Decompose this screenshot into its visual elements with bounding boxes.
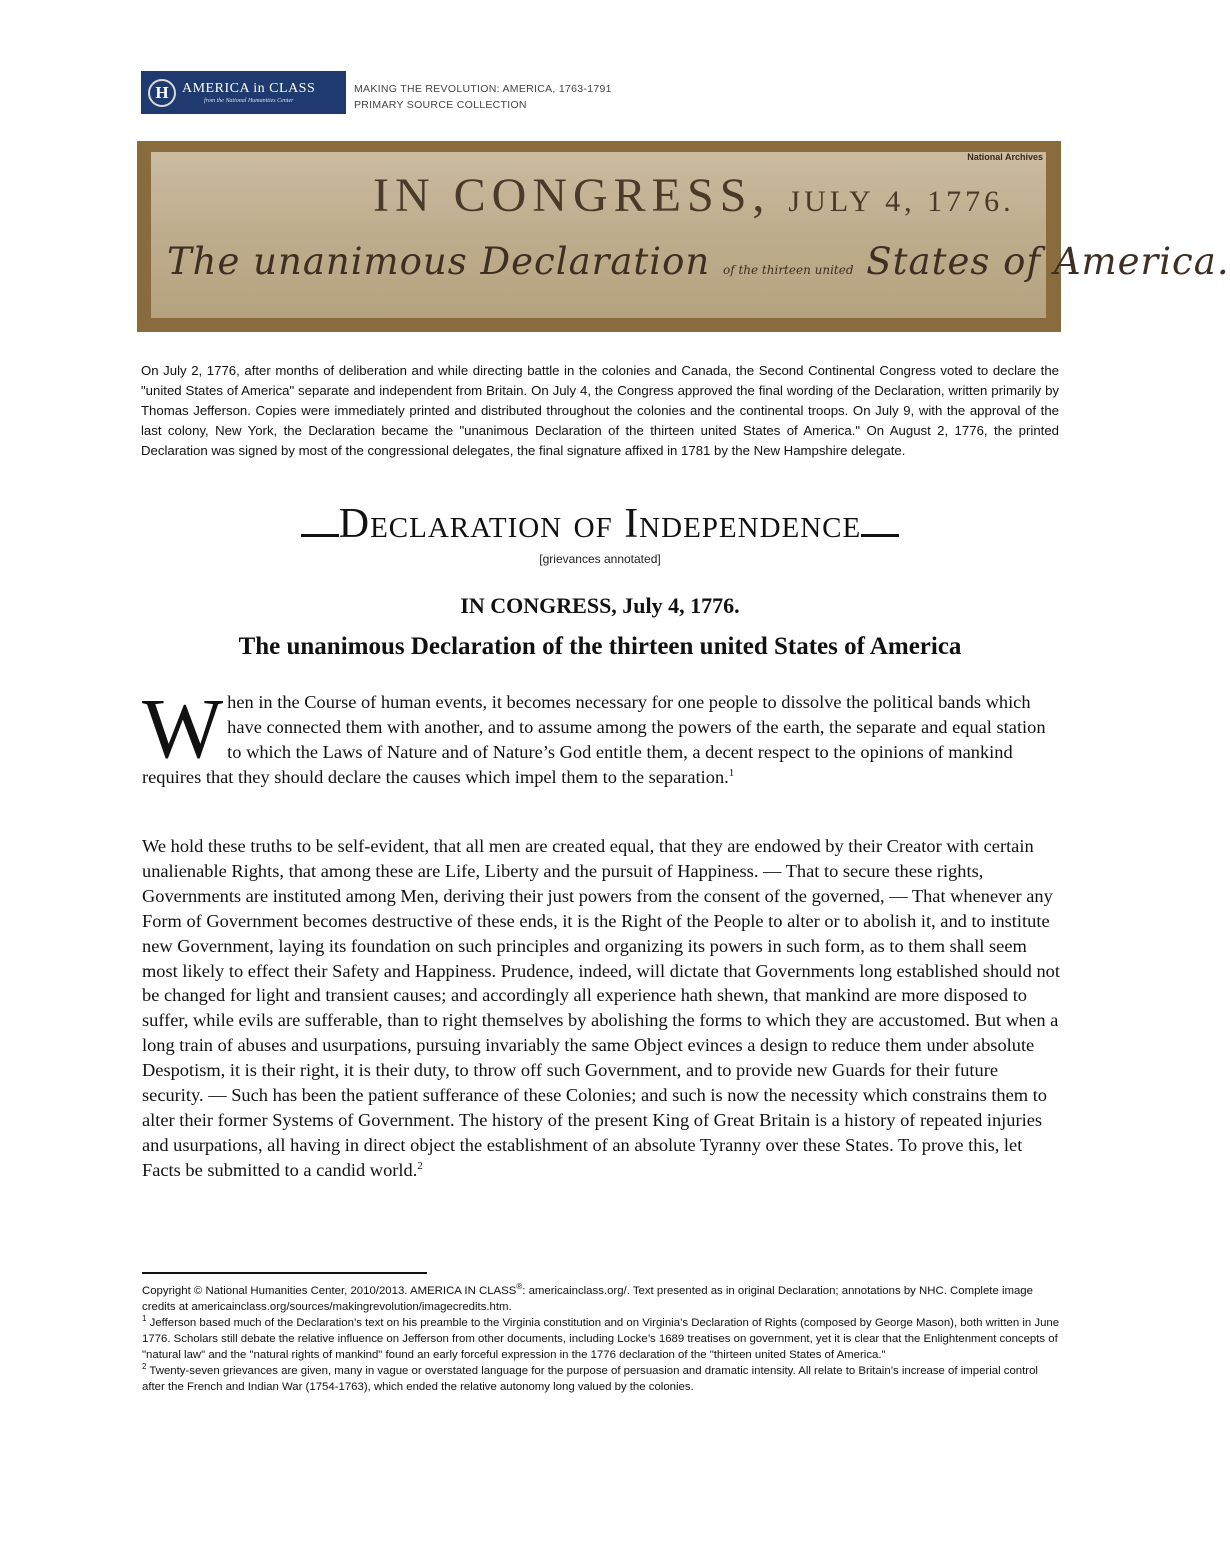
logo-subtitle: from the National Humanities Center xyxy=(204,98,294,104)
title-rule-left xyxy=(301,528,339,537)
banner-subheadline: The unanimous Declaration of the thirteen united States of America. xyxy=(167,240,1230,283)
america-in-class-logo xyxy=(141,71,346,114)
preamble-paragraph: When in the Course of human events, it becomes necessary for one people to dissolve the political bands which have connected them with another, and to assume among the powers of the earth, the separate and equal station to which the Laws of Nature and of Nature’s God entitle them, a decent respect to the opinions of mankind requires that they should declare the causes which impel them to the separation.$^1$ xyxy=(142,680,1046,787)
footnote-ref-2[interactable]: 2 xyxy=(417,1159,423,1172)
page-title: Declaration of Independence xyxy=(0,500,1200,548)
collection-header xyxy=(354,81,612,113)
subtitle-note: [grievances annotated] xyxy=(539,552,661,566)
congress-heading: IN CONGRESS, July 4, 1776. xyxy=(460,593,740,618)
drop-cap: W xyxy=(142,680,224,776)
banner-headline: IN CONGRESS, JULY 4, 1776. xyxy=(373,169,1015,222)
nhc-seal-icon: H xyxy=(148,79,176,107)
footnote-1: $^1$ Jefferson based much of the Declaration’s text on his preamble to the Virginia constitution and on Virginia’s Declaration of Rights (composed by George Mason), both written in June 1776. Scholars still debate the relative influence on Jefferson from other documents, including Locke’s 1689 treatises on government, yet it is clear that the Enlightenment concepts of "natural law" and the "natural rights of mankind" found an early forceful expression in the 1776 declaration of the "thirteen united States of America." xyxy=(142,1314,1060,1361)
image-credit: National Archives xyxy=(967,152,1043,162)
footnote-divider xyxy=(142,1272,427,1274)
title-rule-right xyxy=(861,528,899,537)
declaration-banner-image xyxy=(137,141,1230,332)
footnote-ref-1[interactable]: 1 xyxy=(728,766,735,779)
logo-name: AMERICA in CLASS xyxy=(182,81,316,96)
collection-subtitle: PRIMARY SOURCE COLLECTION xyxy=(354,99,527,111)
footnotes xyxy=(142,1283,1060,1395)
copyright-note: Copyright © National Humanities Center, 2010/2013. AMERICA IN CLASS®: americainclass.org/. Text presented as in original Declaration; annotations by NHC. Complete image credits at americainclass.org/sources/makingrevolution/imagecredits.htm. xyxy=(142,1282,1033,1313)
footnote-2: $^2$ Twenty-seven grievances are given, many in vague or overstated language for the purpose of persuasion and dramatic intensity. All relate to Britain’s increase of imperial control after the French and Indian War (1754-1763), which ended the relative autonomy long valued by the colonies. xyxy=(142,1362,1038,1393)
intro-paragraph: On July 2, 1776, after months of deliberation and while directing battle in the colonies and Canada, the Second Continental Congress voted to declare the "united States of America" separate and independent from Britain. On July 4, the Congress approved the final wording of the Declaration, written primarily by Thomas Jefferson. Copies were immediately printed and distributed throughout the colonies and the continental troops. On July 9, with the approval of the last colony, New York, the Declaration became the "unanimous Declaration of the thirteen united States of America." On August 2, 1776, the printed Declaration was signed by most of the congressional delegates, the final signature affixed in 1781 by the New Hampshire delegate. xyxy=(141,363,1059,458)
declaration-heading: The unanimous Declaration of the thirteen united States of America xyxy=(238,633,962,660)
rights-paragraph: We hold these truths to be self-evident, that all men are created equal, that they are endowed by their Creator with certain unalienable Rights, that among these are Life, Liberty and the pursuit of Happiness. — That to secure these rights, Governments are instituted among Men, deriving their just powers from the consent of the governed, — That whenever any Form of Government becomes destructive of these ends, it is the Right of the People to alter or to abolish it, and to institute new Government, laying its foundation on such principles and organizing its powers in such form, as to them shall seem most likely to effect their Safety and Happiness. Prudence, indeed, will dictate that Governments long established should not be changed for light and transient causes; and accordingly all experience hath shewn, that mankind are more disposed to suffer, while evils are sufferable, than to right themselves by abolishing the forms to which they are accustomed. But when a long train of abuses and usurpations, pursuing invariably the same Object evinces a design to reduce them under absolute Despotism, it is their right, it is their duty, to throw off such Government, and to provide new Guards for their future security. — Such has been the patient sufferance of these Colonies; and such is now the necessity which constrains them to alter their former Systems of Government. The history of the present King of Great Britain is a history of repeated injuries and usurpations, all having in direct object the establishment of an absolute Tyranny over these States. To prove this, let Facts be submitted to a candid world.$^2$ xyxy=(142,836,1060,1180)
collection-title: MAKING THE REVOLUTION: AMERICA, 1763-1791 xyxy=(354,83,612,95)
